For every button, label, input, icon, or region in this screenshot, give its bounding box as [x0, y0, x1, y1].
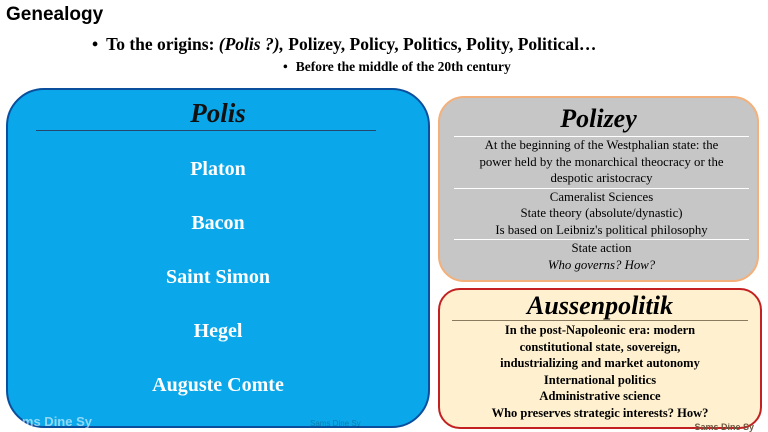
polizey-text-line: Cameralist Sciences: [549, 189, 654, 204]
polizey-text-line: despotic aristocracy: [550, 171, 653, 185]
polizey-text-line: State action: [571, 241, 632, 255]
polizey-question: Who governs? How?: [547, 257, 656, 272]
bullet-origins-text: To the origins: (Polis ?), Polizey, Policy, Politics, Polity, Political…: [106, 34, 597, 54]
polis-title: Polis: [190, 98, 246, 128]
polizey-section-action: [454, 239, 749, 274]
thinker-name: Auguste Comte: [152, 374, 284, 396]
polizey-text-line: At the beginning of the Westphalian state: the: [484, 138, 719, 152]
bullet-period: [283, 59, 511, 75]
polizey-text-line: State theory (absolute/dynastic): [520, 206, 683, 220]
aussenpolitik-panel: [438, 288, 762, 429]
polizey-section-sciences: [454, 188, 749, 240]
aussenpolitik-text-line: constitutional state, sovereign,: [519, 339, 681, 354]
author-credit: Sams Dine Sy: [694, 422, 754, 432]
thinker-name: Saint Simon: [166, 266, 270, 288]
polizey-panel: [438, 96, 759, 282]
bullet-icon: •: [283, 59, 288, 74]
polizey-title: Polizey: [560, 104, 637, 133]
thinker-name: Bacon: [191, 212, 245, 234]
polizey-section-origin: [454, 136, 749, 188]
aussenpolitik-divider: [452, 320, 748, 321]
author-watermark: Sams Dine Sy: [310, 419, 361, 428]
aussenpolitik-content: [448, 322, 752, 422]
bullet-period-text: Before the middle of the 20th century: [295, 59, 511, 74]
slide-title: Genealogy: [6, 4, 104, 25]
polis-divider: [36, 130, 376, 131]
aussenpolitik-title: Aussenpolitik: [527, 291, 673, 320]
thinker-name: Platon: [190, 158, 246, 180]
aussenpolitik-text-line: Administrative science: [539, 389, 661, 404]
polis-question-emphasis: (Polis ?),: [218, 34, 284, 54]
aussenpolitik-text-line: industrializing and market autonomy: [500, 356, 700, 371]
author-watermark: Sams Dine Sy: [6, 414, 92, 429]
polis-panel: [6, 88, 430, 428]
polizey-content: [454, 136, 749, 274]
bullet-origins: [92, 34, 596, 55]
aussenpolitik-text-line: Who preserves strategic interests? How?: [491, 405, 709, 420]
aussenpolitik-text-line: International politics: [543, 372, 657, 387]
aussenpolitik-text-line: In the post-Napoleonic era: modern: [504, 323, 696, 337]
polizey-text-line: power held by the monarchical theocracy or the: [479, 154, 724, 169]
polizey-text-line: Is based on Leibniz's political philosophy: [495, 222, 708, 237]
bullet-icon: •: [92, 34, 99, 54]
thinker-name: Hegel: [193, 320, 243, 342]
